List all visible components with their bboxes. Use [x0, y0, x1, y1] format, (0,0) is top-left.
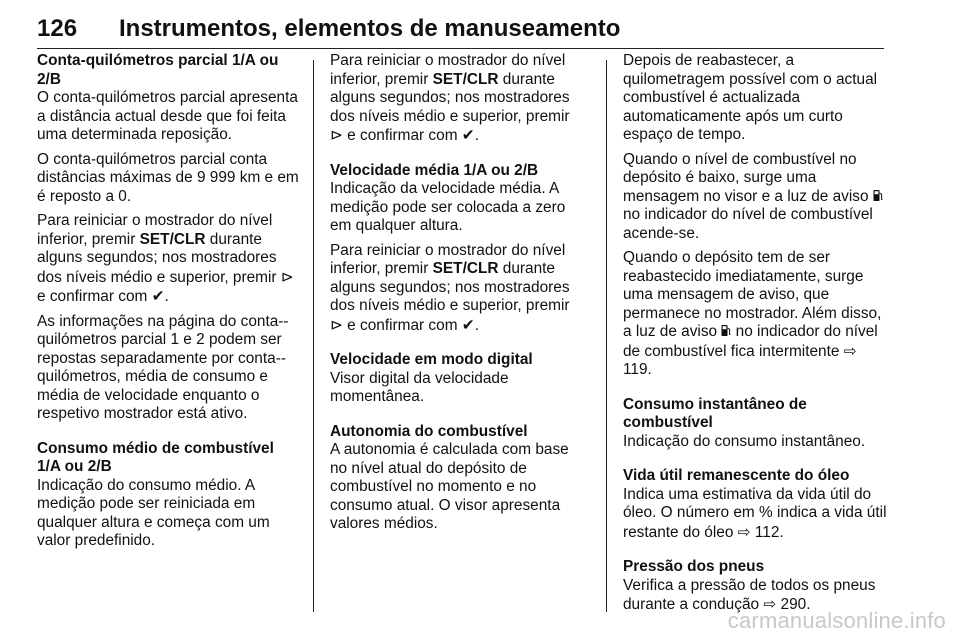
arrow-right-icon: ⊳: [330, 315, 343, 334]
checkmark-icon: ✔: [151, 287, 165, 305]
button-label: SET/CLR: [139, 230, 206, 248]
paragraph: [330, 52, 586, 146]
section-tire-pressure: [623, 558, 889, 615]
page-reference-icon: ⇨: [737, 522, 751, 541]
text: e confirmar com: [342, 127, 462, 144]
text: Quando o nível de combustível no depósito é baixo, surge uma mensagem no visor e a luz de aviso: [623, 150, 873, 205]
section-fuel-range: [330, 423, 586, 534]
page-reference[interactable]: 290.: [776, 596, 811, 613]
paragraph: A autonomia é calculada com base no nível atual do depósito de combustível no momento e no consumo atual. O visor apresenta valores médios.: [330, 441, 569, 532]
text: Para reiniciar o mostrador do nível inferior, premir: [330, 52, 566, 88]
paragraph: [330, 242, 586, 336]
section-heading: Vida útil remanescente do óleo: [623, 467, 850, 484]
column-2: [330, 52, 586, 540]
column-3: [623, 52, 889, 621]
paragraph: [37, 212, 301, 307]
text: durante alguns segundos; nos mostradores dos níveis médio e superior, premir: [330, 70, 570, 125]
paragraph: [623, 249, 889, 380]
column-1: [37, 52, 301, 557]
fuel-pump-icon: [721, 324, 731, 337]
section-heading: Consumo médio de combustível 1/A ou 2/B: [37, 439, 274, 475]
column-divider: [606, 60, 607, 612]
section-heading: Conta-quilómetros parcial 1/A ou 2/B: [37, 52, 279, 88]
section-heading: Velocidade média 1/A ou 2/B: [330, 161, 539, 179]
paragraph: Indicação da velocidade média. A medição pode ser colocada a zero em qualquer altura.: [330, 180, 566, 234]
section-heading: Consumo instantâneo de combustível: [623, 395, 807, 431]
paragraph: [623, 151, 889, 244]
watermark: carmanualsonline.info: [727, 608, 946, 633]
button-label: SET/CLR: [432, 70, 499, 88]
text: e confirmar com: [342, 316, 462, 334]
text: Para reiniciar o mostrador do nível inferior, premir: [37, 212, 273, 248]
page-number: 126: [37, 15, 78, 42]
section-trip-odometer: [37, 52, 301, 145]
paragraph: Indica uma estimativa da vida útil do óleo. O número em % indica a vida útil restante do óleo: [623, 485, 887, 541]
text: .: [474, 316, 479, 334]
text: no indicador do nível de combustível acende-se.: [623, 206, 873, 242]
section-instant-consumption: [623, 396, 889, 452]
arrow-right-icon: ⊳: [330, 126, 343, 144]
text: durante alguns segundos; nos mostradores dos níveis médio e superior, premir: [330, 260, 570, 314]
page-header: [37, 10, 884, 49]
section-average-consumption: [37, 440, 301, 551]
page-reference-icon: ⇨: [763, 595, 777, 613]
text: .: [474, 127, 479, 144]
section-heading: Velocidade em modo digital: [330, 351, 533, 368]
paragraph: Verifica a pressão de todos os pneus durante a condução: [623, 576, 876, 613]
button-label: SET/CLR: [432, 260, 499, 277]
text: Para reiniciar o mostrador do nível inferior, premir: [330, 241, 566, 277]
text: no indicador do nível de combustível fica intermitente: [623, 323, 878, 360]
page-reference[interactable]: 119.: [623, 361, 652, 378]
text: e confirmar com: [37, 288, 152, 305]
checkmark-icon: ✔: [461, 126, 475, 144]
paragraph: Depois de reabastecer, a quilometragem possível com o actual combustível é actualizada automaticamente após um curto espaço de tempo.: [623, 52, 878, 143]
section-heading: Autonomia do combustível: [330, 422, 528, 440]
paragraph: Indicação do consumo instantâneo.: [623, 432, 866, 450]
paragraph: Indicação do consumo médio. A medição pode ser reiniciada em qualquer altura e começa com um valor predefinido.: [37, 476, 270, 549]
paragraph: O conta-quilómetros parcial conta distâncias máximas de 9 999 km e em é reposto a 0.: [37, 150, 299, 205]
text: durante alguns segundos; nos mostradores dos níveis médio e superior, premir: [37, 230, 281, 286]
text: .: [164, 288, 169, 305]
column-divider: [313, 60, 314, 612]
page-reference-icon: ⇨: [843, 341, 857, 360]
arrow-right-icon: ⊳: [280, 267, 294, 286]
paragraph: O conta-quilómetros parcial apresenta a distância actual desde que foi feita uma determinada reposição.: [37, 89, 298, 143]
paragraph: Visor digital da velocidade momentânea.: [330, 369, 509, 405]
fuel-pump-icon: [873, 189, 883, 202]
text: Quando o depósito tem de ser reabastecido imediatamente, surge uma mensagem de aviso, que permanece no mostrador. Além disso, a luz de aviso: [623, 249, 882, 340]
section-digital-speed: [330, 351, 586, 407]
checkmark-icon: ✔: [461, 315, 475, 334]
paragraph: As informações na página do conta--quilómetros parcial 1 e 2 podem ser repostas separadamente por conta--quilómetros, média de consumo e média de velocidade enquanto o respetivo mostrador está ativo.: [37, 312, 289, 422]
section-average-speed: [330, 162, 586, 236]
section-heading: Pressão dos pneus: [623, 558, 765, 575]
page-title: Instrumentos, elementos de manuseamento: [119, 15, 621, 42]
page-reference[interactable]: 112.: [750, 523, 784, 541]
section-oil-life: [623, 467, 889, 542]
